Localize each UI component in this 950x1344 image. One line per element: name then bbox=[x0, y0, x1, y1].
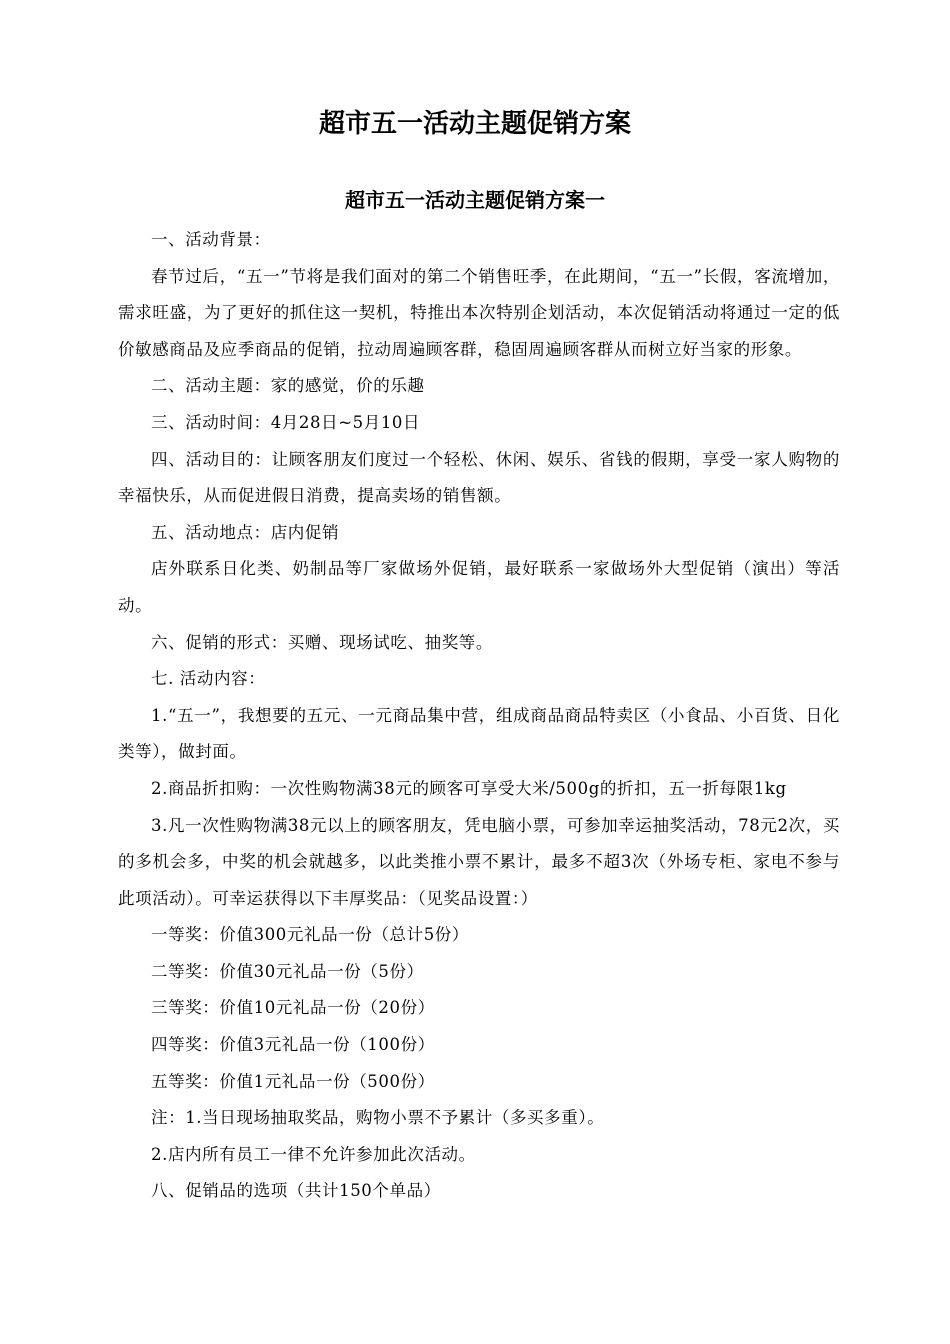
document-title: 超市五一活动主题促销方案 bbox=[318, 109, 631, 139]
prize-second: 二等奖：价值30元礼品一份（5份） bbox=[151, 961, 424, 981]
heading-background: 一、活动背景： bbox=[151, 230, 271, 249]
heading-content: 七. 活动内容： bbox=[151, 669, 266, 689]
document-body bbox=[118, 222, 840, 1210]
section-title: 超市五一活动主题促销方案一 bbox=[345, 188, 605, 212]
note-1: 注：1.当日现场抽取奖品，购物小票不予累计（多买多重）。 bbox=[151, 1108, 605, 1128]
paragraph-item-1: 1.“五一”，我想要的五元、一元商品集中营，组成商品商品特卖区（小食品、小百货、日化类等），做封面。 bbox=[118, 705, 840, 762]
paragraph-item-2: 2.商品折扣购：一次性购物满38元的顾客可享受大米/500g的折扣，五一折每限1kg bbox=[151, 778, 787, 798]
heading-time: 三、活动时间：4月28日~5月10日 bbox=[151, 412, 421, 432]
paragraph-purpose: 四、活动目的：让顾客朋友们度过一个轻松、休闲、娱乐、省钱的假期，享受一家人购物的幸福快乐，从而促进假日消费，提高卖场的销售额。 bbox=[118, 449, 840, 506]
prize-third: 三等奖：价值10元礼品一份（20份） bbox=[151, 998, 435, 1018]
paragraph-item-3: 3.凡一次性购物满38元以上的顾客朋友，凭电脑小票，可参加幸运抽奖活动，78元2次，买的多机会多，中奖的机会就越多，以此类推小票不累计，最多不超3次（外场专柜、家电不参与此项活动）。可幸运获得以下丰厚奖品：（见奖品设置：） bbox=[118, 815, 840, 908]
note-2: 2.店内所有员工一律不允许参加此次活动。 bbox=[151, 1144, 476, 1164]
paragraph-outdoor-promo: 店外联系日化类、奶制品等厂家做场外促销，最好联系一家做场外大型促销（演出）等活动。 bbox=[118, 559, 840, 615]
heading-theme: 二、活动主题：家的感觉，价的乐趣 bbox=[151, 376, 425, 396]
paragraph-background: 春节过后，“五一”节将是我们面对的第二个销售旺季，在此期间，“五一”长假，客流增加，需求旺盛，为了更好的抓住这一契机，特推出本次特别企划活动，本次促销活动将通过一定的低价敏感商品及应季商品的促销，拉动周遍顾客群，稳固周遍顾客群从而树立好当家的形象。 bbox=[118, 266, 840, 359]
prize-fourth: 四等奖：价值3元礼品一份（100份） bbox=[151, 1035, 435, 1055]
prize-first: 一等奖：价值300元礼品一份（总计5份） bbox=[151, 925, 469, 945]
prize-fifth: 五等奖：价值1元礼品一份（500份） bbox=[151, 1071, 435, 1091]
heading-promo-items: 八、促销品的选项（共计150个单品） bbox=[151, 1181, 441, 1201]
heading-promo-forms: 六、促销的形式：买赠、现场试吃、抽奖等。 bbox=[151, 632, 493, 652]
heading-location: 五、活动地点：店内促销 bbox=[151, 522, 340, 542]
